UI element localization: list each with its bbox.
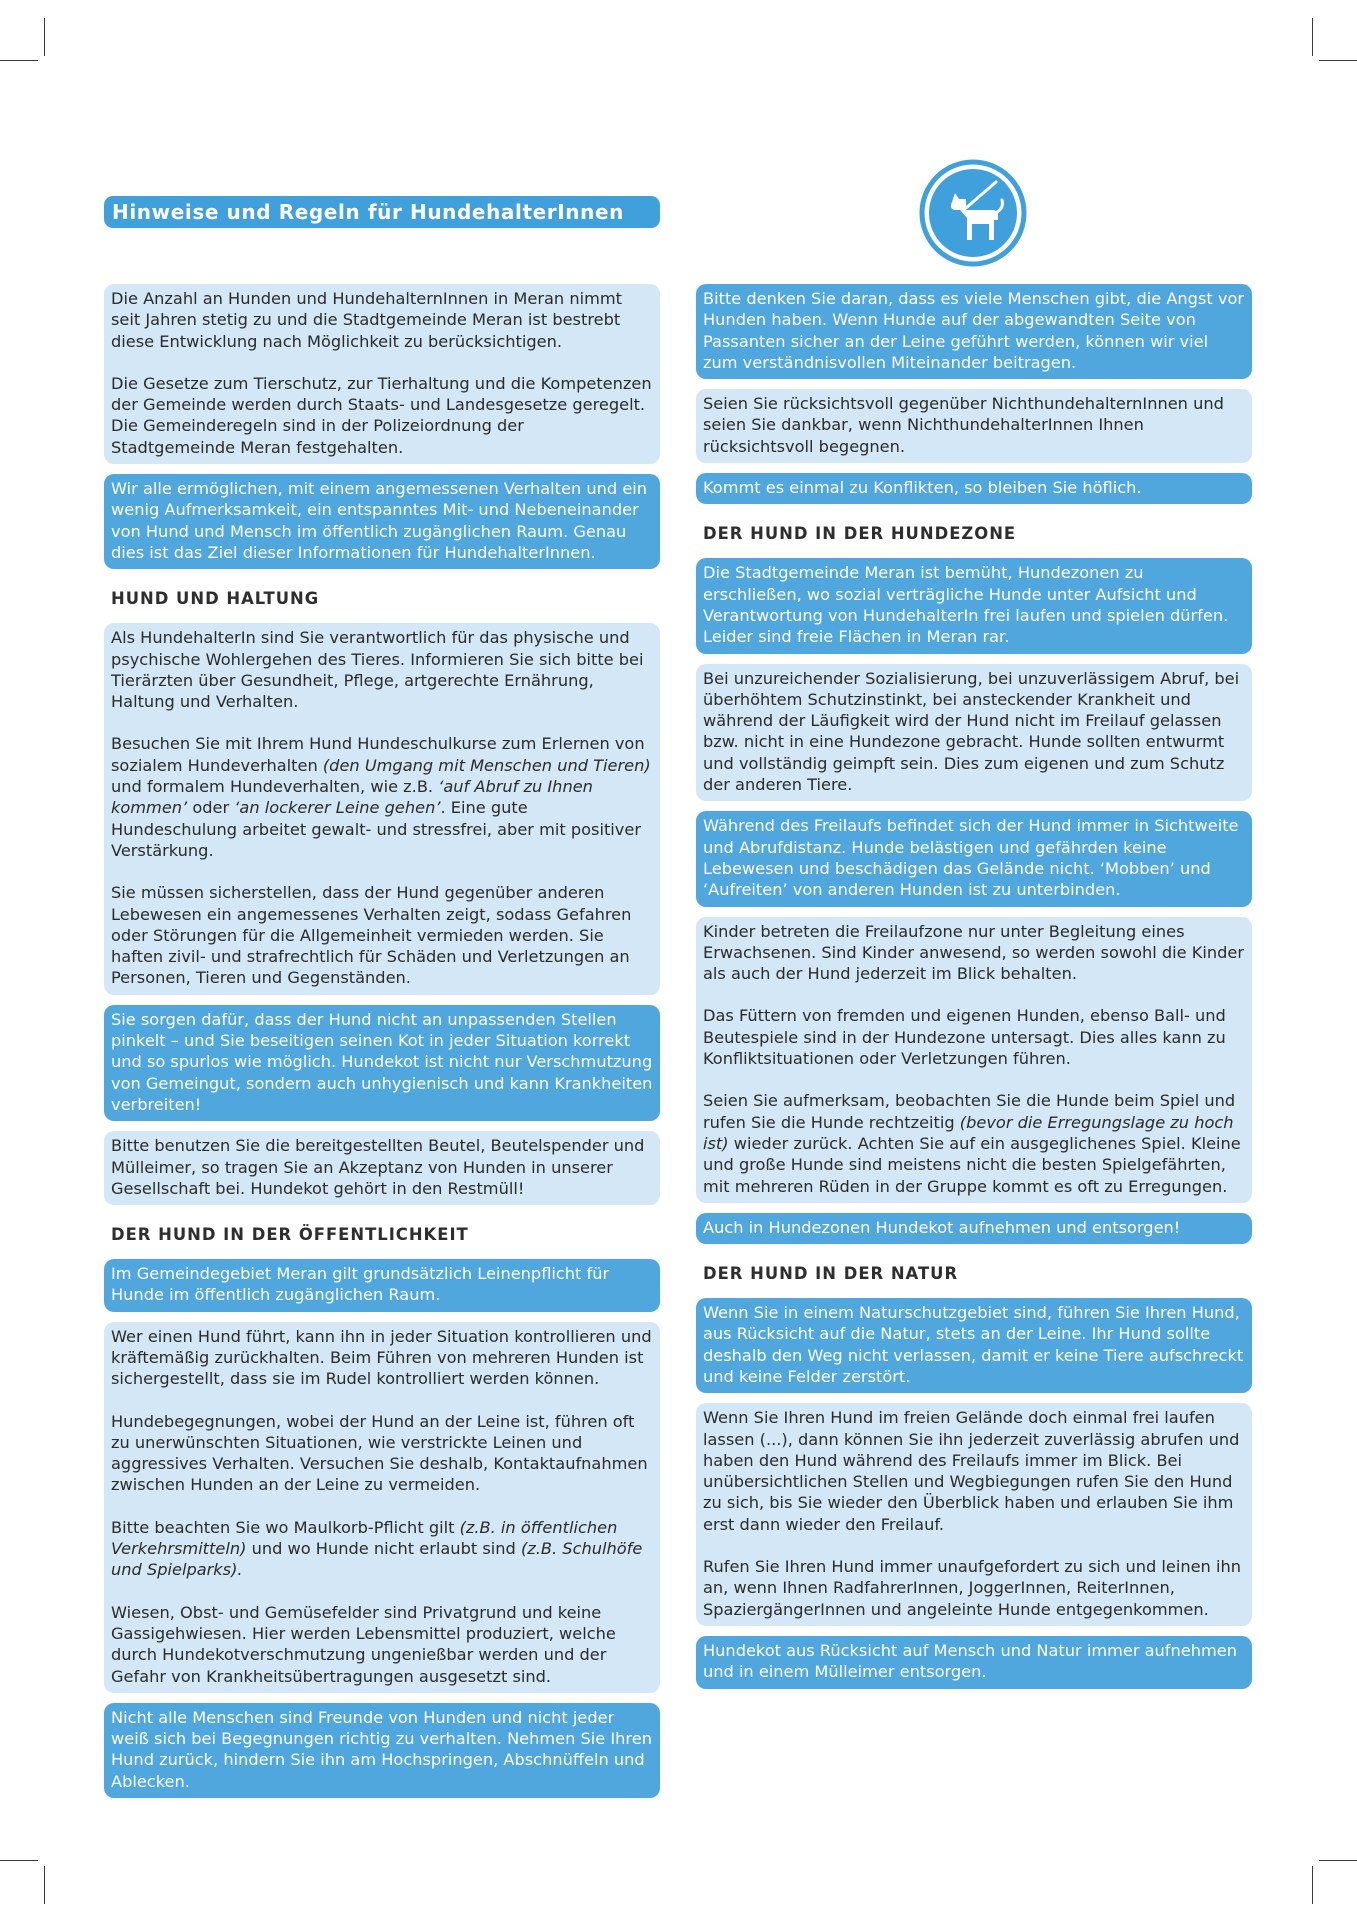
paragraph: Als HundehalterIn sind Sie verantwortlich für das physische und psychische Wohlergehen des Tieres. Informieren Sie sich bitte bei Tierärzten über Gesundheit, Pflege, artgerechte Ernährung, Haltung und Verhalten. — [111, 628, 644, 712]
paragraph: Seien Sie aufmerksam, beobachten Sie die Hunde beim Spiel und rufen Sie die Hunde rechtzeitig (bevor die Erregungslage zu hoch ist) wieder zurück. Achten Sie auf ein ausgeglichenes Spiel. Kleine und große Hunde sind meistens nicht die besten Spielgefährten, mit mehreren Rüden in der Gruppe kommt es oft zu Erregungen. — [703, 1091, 1241, 1196]
intro-box — [104, 284, 660, 464]
zone-rules-box — [696, 917, 1252, 1203]
goal-box — [104, 474, 660, 569]
leash-box — [104, 1259, 660, 1312]
left-column — [104, 284, 660, 1808]
encounters-box — [104, 1703, 660, 1798]
respect-box — [696, 389, 1252, 463]
paragraph: Wenn Sie Ihren Hund im freien Gelände doch einmal frei laufen lassen (...), dann können Sie ihn jederzeit zuverlässig abrufen und haben den Hund während des Freilaufs immer im Blick. Bei unübersichtlichen Stellen und Wegbiegungen rufen Sie den Hund zu sich, bis Sie wieder den Überblick haben und erlauben Sie ihm erst dann wieder den Freilauf. — [703, 1408, 1240, 1534]
crop-mark — [1312, 1866, 1313, 1904]
page-title: Hinweise und Regeln für HundehalterInnen — [104, 196, 660, 228]
paragraph: Das Füttern von fremden und eigenen Hunden, ebenso Ball- und Beutespiele sind in der Hundezone untersagt. Dies alles kann zu Konfliktsituationen oder Verletzungen führen. — [703, 1006, 1226, 1069]
section-heading: DER HUND IN DER NATUR — [703, 1264, 959, 1284]
zone-waste-box — [696, 1213, 1252, 1244]
crop-mark — [44, 18, 45, 56]
restrictions-box — [696, 664, 1252, 802]
paragraph: Wer einen Hund führt, kann ihn in jeder Situation kontrollieren und kräftemäßig zurückhalten. Beim Führen von mehreren Hunden ist sichergestellt, dass sie im Rudel kontrolliert werden können. — [111, 1326, 652, 1389]
right-column — [696, 284, 1252, 1699]
paragraph: Die Stadtgemeinde Meran ist bemüht, Hundezonen zu erschließen, wo sozial verträgliche Hunde unter Aufsicht und Verantwortung von HundehalterIn frei laufen und spielen dürfen. Leider sind freie Flächen in Meran rar. — [703, 563, 1229, 647]
nature-rules-box — [696, 1403, 1252, 1626]
paragraph: Bitte benutzen Sie die bereitgestellten Beutel, Beutelspender und Mülleimer, so tragen Sie an Akzeptanz von Hunden in unserer Gesellschaft bei. Hundekot gehört in den Restmüll! — [111, 1136, 645, 1198]
paragraph: Rufen Sie Ihren Hund immer unaufgefordert zu sich und leinen ihn an, wenn Ihnen RadfahrerInnen, JoggerInnen, ReiterInnen, SpaziergängerInnen und angeleinte Hunde entgegenkommen. — [703, 1557, 1241, 1619]
nature-waste-box — [696, 1636, 1252, 1689]
crop-mark — [1319, 1860, 1357, 1861]
paragraph: Hundekot aus Rücksicht auf Mensch und Natur immer aufnehmen und in einem Mülleimer entsorgen. — [703, 1640, 1237, 1682]
section-heading: DER HUND IN DER HUNDEZONE — [703, 524, 1017, 544]
dog-on-leash-icon — [918, 158, 1028, 268]
conflict-box — [696, 473, 1252, 504]
crop-mark — [0, 1860, 38, 1861]
fear-box — [696, 284, 1252, 379]
crop-mark — [1312, 18, 1313, 56]
paragraph: Bei unzureichender Sozialisierung, bei unzuverlässigem Abruf, bei überhöhtem Schutzinstinkt, bei ansteckender Krankheit und während der Läufigkeit wird der Hund nicht im Freilauf gelassen bzw. nicht in eine Hundezone gebracht. Hunde sollten entwurmt und vollständig geimpft sein. Dies zum eigenen und zum Schutz der anderen Tiere. — [703, 668, 1240, 795]
dog-zone-box — [696, 558, 1252, 653]
section-heading: HUND UND HALTUNG — [111, 589, 320, 609]
bags-box — [104, 1131, 660, 1205]
paragraph: Sie müssen sicherstellen, dass der Hund gegenüber anderen Lebewesen ein angemessenes Verhalten zeigt, sodass Gefahren oder Störungen für die Allgemeinheit vermieden werden. Sie haften zivil- und strafrechtlich für Schäden und Verletzungen an Personen, Tieren und Gegenständen. — [111, 883, 632, 988]
paragraph: Kinder betreten die Freilaufzone nur unter Begleitung eines Erwachsenen. Sind Kinder anwesend, so werden sowohl die Kinder als auch der Hund jederzeit im Blick behalten. — [703, 921, 1245, 984]
keeping-box — [104, 623, 660, 994]
paragraph: Wenn Sie in einem Naturschutzgebiet sind, führen Sie Ihren Hund, aus Rücksicht auf die Natur, stets an der Leine. Ihr Hund sollte deshalb den Weg nicht verlassen, damit er keine Tiere aufschreckt und keine Felder zerstört. — [703, 1303, 1244, 1386]
crop-mark — [0, 60, 38, 61]
crop-mark — [44, 1866, 45, 1904]
paragraph: Wiesen, Obst- und Gemüsefelder sind Privatgrund und keine Gassigehwiesen. Hier werden Lebensmittel produziert, welche durch Hundekotverschmutzung ungenießbar werden und der Gefahr von Krankheitsübertragungen ausgesetzt sind. — [111, 1602, 616, 1686]
paragraph: Nicht alle Menschen sind Freunde von Hunden und nicht jeder weiß sich bei Begegnungen richtig zu verhalten. Nehmen Sie Ihren Hund zurück, hindern Sie ihn am Hochspringen, Abschnüffeln und Ablecken. — [111, 1707, 652, 1791]
paragraph: Hundebegegnungen, wobei der Hund an der Leine ist, führen oft zu unerwünschten Situationen, wie verstrickte Leinen und aggressives Verhalten. Versuchen Sie deshalb, Kontaktaufnahmen zwischen Hunden an der Leine zu vermeiden. — [111, 1411, 648, 1495]
paragraph: Besuchen Sie mit Ihrem Hund Hundeschulkurse zum Erlernen von sozialem Hundeverhalten (den Umgang mit Menschen und Tieren) und formalem Hundeverhalten, wie z.B. ‘auf Abruf zu Ihnen kommen’ oder ‘an lockerer Leine gehen’. Eine gute Hundeschulung arbeitet gewalt- und stressfrei, aber mit positiver Verstärkung. — [111, 734, 651, 860]
paragraph: Die Anzahl an Hunden und HundehalternInnen in Meran nimmt seit Jahren stetig zu und die Stadtgemeinde Meran ist bestrebt diese Entwicklung nach Möglichkeit zu berücksichtigen. — [111, 289, 622, 351]
section-heading: DER HUND IN DER ÖFFENTLICHKEIT — [111, 1225, 469, 1245]
paragraph: Die Gesetze zum Tierschutz, zur Tierhaltung und die Kompetenzen der Gemeinde werden durch Staats- und Landesgesetze geregelt. Die Gemeinderegeln sind in der Polizeiordnung der Stadtgemeinde Meran festgehalten. — [111, 373, 652, 457]
public-rules-box — [104, 1322, 660, 1693]
paragraph: Während des Freilaufs befindet sich der Hund immer in Sichtweite und Abrufdistanz. Hunde belästigen und gefährden keine Lebewesen und beschädigen das Gelände nicht. ‘Mobben’ und ‘Aufreiten’ von anderen Hunden ist zu unterbinden. — [703, 816, 1239, 900]
paragraph: Bitte beachten Sie wo Maulkorb-Pflicht gilt (z.B. in öffentlichen Verkehrsmitteln) und wo Hunde nicht erlaubt sind (z.B. Schulhöfe und Spielparks). — [111, 1517, 643, 1580]
paragraph: Bitte denken Sie daran, dass es viele Menschen gibt, die Angst vor Hunden haben. Wenn Hunde auf der abgewandten Seite von Passanten sicher an der Leine geführt werden, können wir viel zum verständnisvollen Miteinander beitragen. — [703, 289, 1245, 372]
paragraph: Sie sorgen dafür, dass der Hund nicht an unpassenden Stellen pinkelt – und Sie beseitigen seinen Kot in jeder Situation korrekt und so spurlos wie möglich. Hundekot ist nicht nur Verschmutzung von Gemeingut, sondern auch unhygienisch und kann Krankheiten verbreiten! — [111, 1009, 653, 1114]
waste-box — [104, 1005, 660, 1121]
paragraph: Auch in Hundezonen Hundekot aufnehmen und entsorgen! — [703, 1217, 1181, 1237]
crop-mark — [1319, 60, 1357, 61]
free-run-box — [696, 811, 1252, 906]
paragraph: Im Gemeindegebiet Meran gilt grundsätzlich Leinenpflicht für Hunde im öffentlich zugänglichen Raum. — [111, 1264, 610, 1305]
paragraph: Kommt es einmal zu Konflikten, so bleiben Sie höflich. — [703, 478, 1142, 498]
nature-reserve-box — [696, 1298, 1252, 1393]
paragraph: Wir alle ermöglichen, mit einem angemessenen Verhalten und ein wenig Aufmerksamkeit, ein entspanntes Mit- und Nebeneinander von Hund und Mensch im öffentlich zugänglichen Raum. Genau dies ist das Ziel dieser Informationen für HundehalterInnen. — [111, 479, 648, 562]
paragraph: Seien Sie rücksichtsvoll gegenüber NichthundehalternInnen und seien Sie dankbar, wenn NichthundehalterInnen Ihnen rücksichtsvoll begegnen. — [703, 394, 1224, 456]
